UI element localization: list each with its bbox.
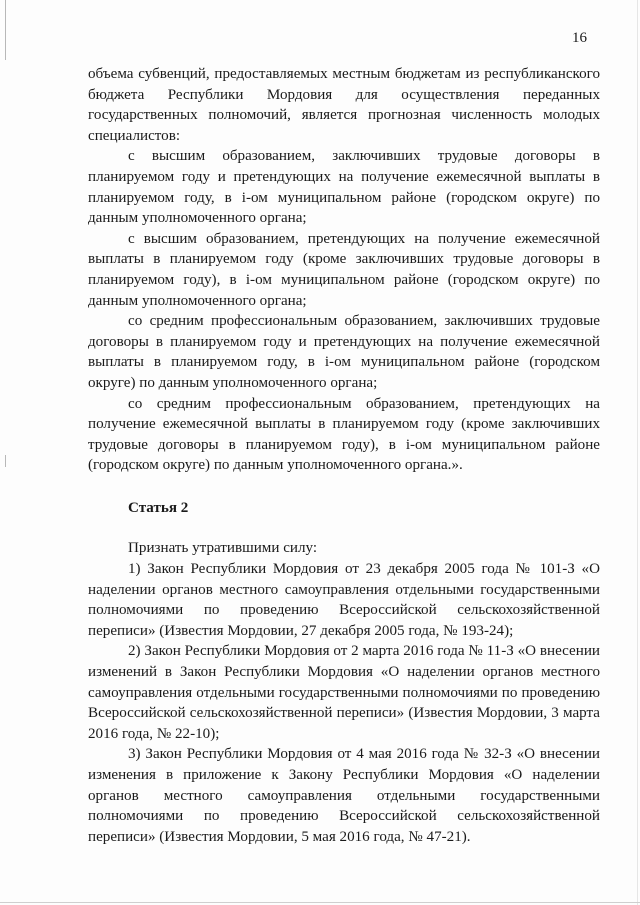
scan-edge-mark xyxy=(5,0,6,60)
repealed-law-item-3: 3) Закон Республики Мордовия от 4 мая 2016 года № 32-З «О внесении изменения в приложение к Закону Республики Мордовия «О наделении органов местного самоуправления отдельными государственными полномочиями по проведению Всероссийской сельскохозяйственной переписи» (Известия Мордовии, 5 мая 2016 года, № 47-21). xyxy=(88,746,600,845)
paragraph-vocational-contracted: со средним профессиональным образованием, заключивших трудовые договоры в планируемом году и претендующих на получение ежемесячной выплаты в планируемом году, в i-ом муниципальном районе (городском округе) по данным уполномоченного органа; xyxy=(88,313,600,391)
scan-bottom-line xyxy=(0,902,640,903)
document-body xyxy=(88,64,600,847)
paragraph-vocational-applicants: со средним профессиональным образованием, претендующих на получение ежемесячной выплаты в планируемом году (кроме заключивших трудовые договоры в планируемом году), в i-ом муниципальном районе (городском округе) по данным уполномоченного органа.». xyxy=(88,395,600,474)
paragraph-higher-ed-applicants: с высшим образованием, претендующих на получение ежемесячной выплаты в планируемом году (кроме заключивших трудовые договоры в планируемом году), в i-ом муниципальном районе (городском округе) по данным уполномоченного органа; xyxy=(88,230,600,309)
repealed-law-item-2: 2) Закон Республики Мордовия от 2 марта 2016 года № 11-З «О внесении изменений в Закон Республики Мордовия «О наделении органов местного самоуправления отдельными государственными полномочиями по проведению Всероссийской сельскохозяйственной переписи» (Известия Мордовии, 3 марта 2016 года, № 22-10); xyxy=(88,643,600,742)
paragraph-higher-ed-contracted: с высшим образованием, заключивших трудовые договоры в планируемом году и претендующих на получение ежемесячной выплаты в планируемом году, в i-ом муниципальном районе (городском округе) по данным уполномоченного органа; xyxy=(88,148,600,227)
page-number: 16 xyxy=(572,30,587,46)
paragraph-subvention-volume: объема субвенций, предоставляемых местным бюджетам из республиканского бюджета Республики Мордовия для осуществления переданных государственных полномочий, является прогнозная численность молодых специалистов: xyxy=(88,66,600,144)
scan-edge-line xyxy=(637,0,638,905)
scan-edge-mark xyxy=(5,455,6,467)
repealed-law-item-1: 1) Закон Республики Мордовия от 23 декабря 2005 года № 101-З «О наделении органов местного самоуправления отдельными государственными полномочиями по проведению Всероссийской сельскохозяйственной переписи» (Известия Мордовии, 27 декабря 2005 года, № 193-24); xyxy=(88,561,600,639)
article-heading: Статья 2 xyxy=(128,499,189,516)
article-intro: Признать утратившими силу: xyxy=(128,540,318,557)
